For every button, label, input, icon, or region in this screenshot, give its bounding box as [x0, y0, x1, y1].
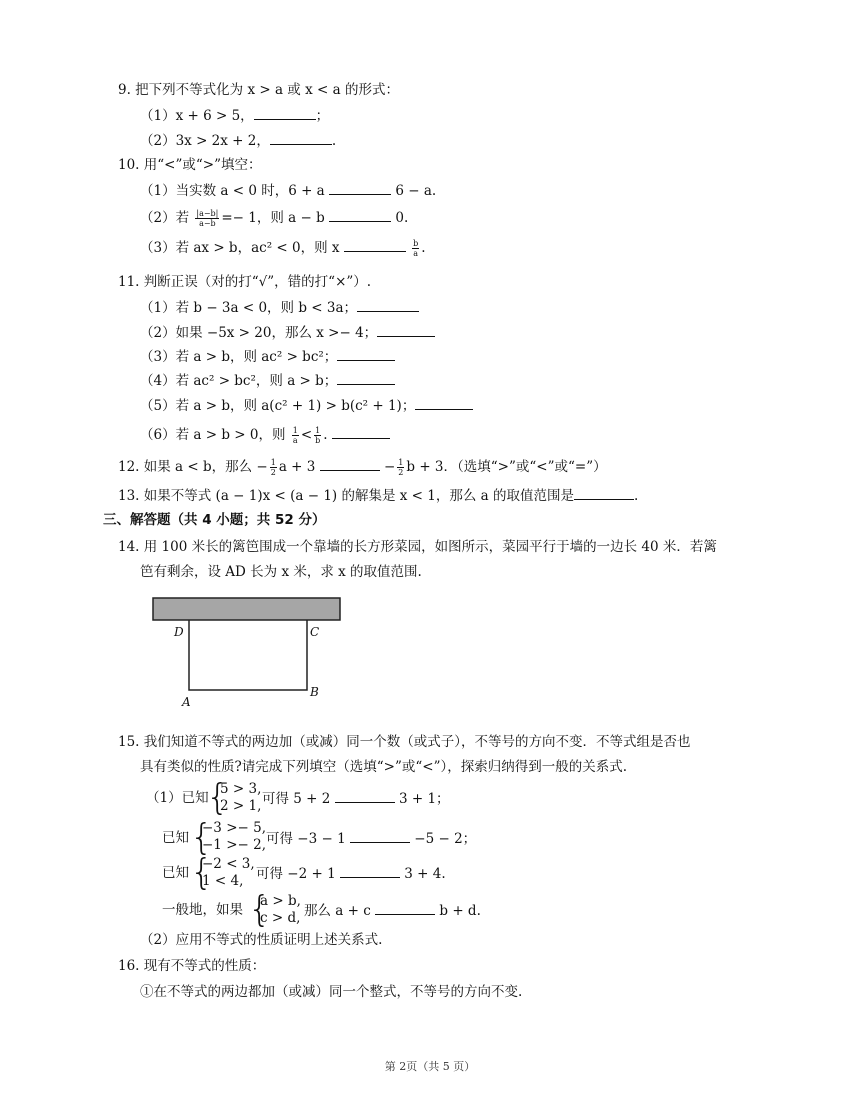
answer-blank[interactable]: [329, 207, 391, 222]
answer-blank[interactable]: [254, 105, 316, 120]
q10-part3: [140, 237, 426, 258]
answer-blank[interactable]: [337, 346, 395, 361]
answer-blank[interactable]: [357, 297, 419, 312]
system-top: 5 > 3,: [220, 781, 262, 797]
left-brace: {: [190, 852, 213, 893]
q15-part2: （2）应用不等式的性质证明上述关系式.: [140, 932, 383, 948]
q15-line2: 具有类似的性质?请完成下列填空（选填“>”或“<”），探索归纳得到一般的关系式.: [140, 759, 628, 775]
q16-property-1: ①在不等式的两边都加（或减）同一个整式，不等号的方向不变.: [140, 984, 523, 1000]
answer-blank[interactable]: [574, 485, 634, 500]
q13: [118, 485, 638, 506]
system-row4: [260, 893, 301, 927]
fraction-numerator: 1: [315, 426, 321, 435]
answer-blank[interactable]: [344, 237, 406, 252]
q9-stem: 9. 把下列不等式化为 x > a 或 x < a 的形式：: [118, 82, 399, 98]
q11-item-text: （4）若 ac² > bc²，则 a > b；: [140, 373, 338, 389]
q11-item-text: （6）若 a > b > 0，则: [140, 427, 286, 443]
q9-part2: [140, 130, 336, 151]
q11-item-6: [140, 424, 390, 445]
q9-part1-text: （1）x + 6 > 5，: [140, 108, 254, 124]
q10-part1: [140, 180, 436, 201]
fraction-denominator: a: [292, 436, 298, 445]
fraction: [270, 458, 277, 477]
answer-blank[interactable]: [415, 395, 473, 410]
fraction-denominator: 2: [270, 468, 276, 477]
q10-part2-text: （2）若: [140, 210, 190, 226]
q15-row2-mid: 可得 −3 − 1: [266, 831, 346, 847]
fraction: [314, 426, 321, 445]
q15-row1-pre: （1）已知: [146, 790, 209, 806]
q10-part2: [140, 207, 408, 228]
answer-blank[interactable]: [332, 424, 390, 439]
answer-blank[interactable]: [320, 456, 380, 471]
q14-line1: 14. 用 100 米长的篱笆围成一个靠墙的长方形菜园，如图所示，菜园平行于墙的一边长 40 米．若篱: [118, 539, 717, 555]
left-brace: {: [248, 889, 271, 930]
answer-blank[interactable]: [270, 130, 332, 145]
q11-item-3: [140, 346, 395, 367]
fraction-numerator: 1: [398, 458, 404, 467]
system-top: a > b,: [260, 893, 301, 909]
q15-row4-end: b + d.: [439, 903, 481, 919]
label-c: C: [310, 625, 320, 639]
answer-blank[interactable]: [340, 863, 400, 878]
q15-row3-rest: [256, 863, 446, 884]
q15-row1-rest: [262, 788, 450, 809]
fraction-numerator: b: [413, 239, 419, 248]
label-d: D: [174, 625, 184, 639]
fraction: [195, 209, 219, 228]
q12-text-a: 12. 如果 a < b，那么 −: [118, 459, 268, 475]
q11-item-5: [140, 395, 473, 416]
q15-row2-pre: 已知: [162, 830, 189, 846]
q10-part2-end: 0.: [395, 210, 409, 226]
page-footer: 第 2页（共 5 页）: [384, 1060, 476, 1073]
system-top: −3 >− 5,: [202, 820, 266, 836]
q10-part1-text: （1）当实数 a < 0 时，6 + a: [140, 183, 325, 199]
system-row1: [220, 781, 261, 815]
answer-blank[interactable]: [335, 788, 395, 803]
answer-blank[interactable]: [329, 180, 391, 195]
q11-item-4: [140, 370, 395, 391]
answer-blank[interactable]: [375, 900, 435, 915]
q10-part3-text: （3）若 ax > b，ac² < 0，则 x: [140, 240, 340, 256]
q15-row2-end: −5 − 2；: [414, 831, 477, 847]
fence: [189, 620, 307, 690]
q9-part1: [140, 105, 329, 126]
fraction-denominator: 2: [398, 468, 404, 477]
q15-row3-mid: 可得 −2 + 1: [256, 866, 336, 882]
q12: [118, 456, 607, 477]
q15-row3-pre: 已知: [162, 865, 189, 881]
q9-part1-end: ；: [315, 108, 330, 124]
system-row3: [202, 856, 255, 890]
system-row2: [202, 820, 266, 854]
q11-item-text: （2）如果 −5x > 20，那么 x >− 4；: [140, 325, 378, 341]
q11-item-2: [140, 322, 435, 343]
q15-row4-mid: 那么 a + c: [304, 903, 371, 919]
fraction-numerator: 1: [270, 458, 276, 467]
left-brace: {: [190, 817, 213, 858]
q11-stem: 11. 判断正误（对的打“√”，错的打“×”）.: [118, 274, 372, 290]
fraction-denominator: b: [315, 436, 321, 445]
q10-part1-end: 6 − a.: [395, 183, 437, 199]
q14-line2: 笆有剩余，设 AD 长为 x 米，求 x 的取值范围.: [140, 564, 422, 580]
fraction-numerator: 1: [292, 426, 298, 435]
q9-part2-text: （2）3x > 2x + 2，: [140, 133, 270, 149]
q9-part2-end: .: [331, 133, 337, 149]
answer-blank[interactable]: [337, 370, 395, 385]
garden-figure: [140, 592, 360, 712]
system-bottom: c > d,: [260, 910, 301, 926]
fraction-denominator: a−b: [199, 219, 216, 228]
label-b: B: [310, 685, 319, 699]
q11-item-end: .: [323, 427, 328, 443]
answer-blank[interactable]: [350, 828, 410, 843]
fraction: [397, 458, 404, 477]
section-heading: 三、解答题（共 4 小题；共 52 分）: [103, 512, 326, 528]
system-top: −2 < 3,: [202, 856, 255, 872]
label-a: A: [182, 695, 191, 709]
q16-stem: 16. 现有不等式的性质：: [118, 958, 266, 974]
q15-line1: 15. 我们知道不等式的两边加（或减）同一个数（或式子），不等号的方向不变．不等式组是否也: [118, 734, 691, 750]
q11-item-text: （3）若 a > b，则 ac² > bc²；: [140, 349, 338, 365]
q15-row4-pre: 一般地，如果: [162, 902, 243, 918]
fraction: [412, 239, 419, 258]
system-bottom: 2 > 1,: [220, 798, 262, 814]
q12-text-c: −: [383, 459, 396, 475]
answer-blank[interactable]: [377, 322, 435, 337]
wall: [153, 598, 340, 620]
q12-text-b: a + 3: [278, 459, 316, 475]
q10-stem: 10. 用“<”或“>”填空：: [118, 157, 262, 173]
left-brace: {: [206, 777, 229, 818]
q13-text: 13. 如果不等式 (a − 1)x < (a − 1) 的解集是 x < 1，那么 a 的取值范围是: [118, 488, 575, 504]
q13-end: .: [634, 488, 639, 504]
system-bottom: 1 < 4,: [202, 873, 244, 889]
q15-row2-rest: [266, 828, 476, 849]
q15-row1-end: 3 + 1；: [398, 791, 450, 807]
q10-part2-mid: =− 1，则 a − b: [221, 210, 325, 226]
q15-row3-end: 3 + 4.: [404, 866, 446, 882]
q15-row4-rest: [304, 900, 481, 921]
q12-text-d: b + 3．（选填“>”或“<”或“=”）: [406, 459, 607, 475]
q11-item-text: （1）若 b − 3a < 0，则 b < 3a；: [140, 300, 358, 316]
fraction-numerator: |a−b|: [196, 209, 219, 218]
system-bottom: −1 >− 2,: [202, 837, 266, 853]
less-than-sign: <: [300, 427, 313, 443]
q15-row1-mid: 可得 5 + 2: [262, 791, 331, 807]
fraction: [292, 426, 299, 445]
q11-item-1: [140, 297, 419, 318]
fraction-denominator: a: [413, 249, 419, 258]
q10-part3-end: .: [421, 240, 426, 256]
q11-item-text: （5）若 a > b，则 a(c² + 1) > b(c² + 1)；: [140, 398, 416, 414]
